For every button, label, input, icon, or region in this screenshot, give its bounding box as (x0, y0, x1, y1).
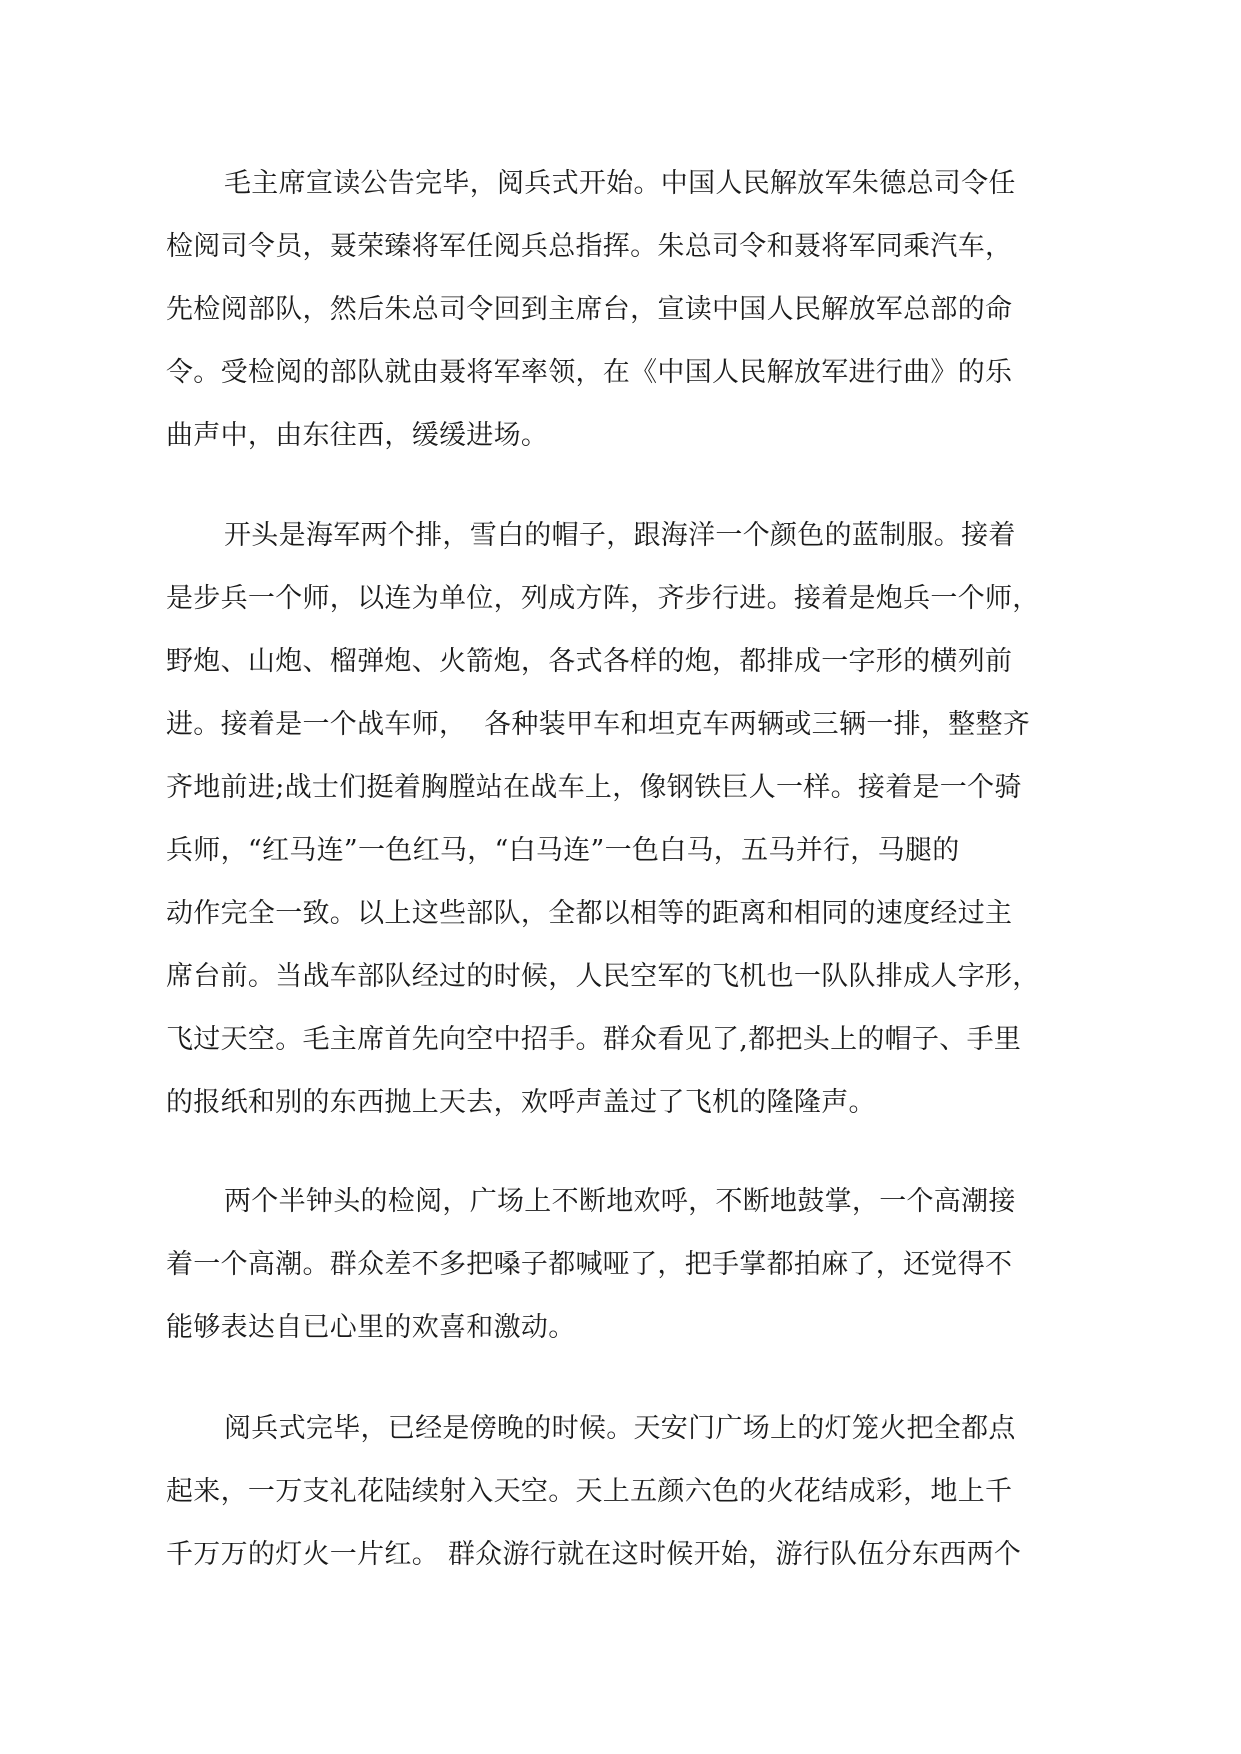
text-line: 进。接着是一个战车师， 各种装甲车和坦克车两辆或三辆一排，整整齐 (166, 709, 1031, 740)
text-line: 着一个高潮。群众差不多把嗓子都喊哑了，把手掌都拍麻了，还觉得不 (166, 1249, 1013, 1280)
text-line: 阅兵式完毕，已经是傍晚的时候。天安门广场上的灯笼火把全都点 (224, 1413, 1016, 1444)
text-line: 兵师，“红马连”一色红马，“白马连”一色白马，五马并行，马腿的 (166, 835, 960, 866)
text-line: 野炮、山炮、榴弹炮、火箭炮，各式各样的炮，都排成一字形的横列前 (166, 646, 1013, 677)
text-line: 令。受检阅的部队就由聂将军率领，在《中国人民解放军进行曲》的乐 (166, 357, 1013, 388)
text-line: 席台前。当战车部队经过的时候，人民空军的飞机也一队队排成人字形， (166, 961, 1040, 992)
paragraph-cheering (166, 1170, 1016, 1359)
paragraph-fireworks (166, 1397, 1021, 1586)
text-line: 开头是海军两个排，雪白的帽子，跟海洋一个颜色的蓝制服。接着 (224, 520, 1016, 551)
paragraph-parade-start (166, 152, 1016, 467)
text-line: 两个半钟头的检阅，广场上不断地欢呼，不断地鼓掌，一个高潮接 (224, 1186, 1016, 1217)
text-line: 齐地前进;战士们挺着胸膛站在战车上，像钢铁巨人一样。接着是一个骑 (166, 772, 1022, 803)
text-line: 的报纸和别的东西抛上天去，欢呼声盖过了飞机的隆隆声。 (166, 1087, 876, 1118)
text-line: 千万万的灯火一片红。 群众游行就在这时候开始，游行队伍分东西两个 (166, 1539, 1022, 1570)
text-line: 曲声中，由东往西，缓缓进场。 (166, 420, 549, 451)
paragraph-troops (166, 504, 1040, 1134)
text-line: 是步兵一个师，以连为单位，列成方阵，齐步行进。接着是炮兵一个师， (166, 583, 1040, 614)
text-line: 先检阅部队，然后朱总司令回到主席台，宣读中国人民解放军总部的命 (166, 294, 1013, 325)
text-line: 起来，一万支礼花陆续射入天空。天上五颜六色的火花结成彩，地上千 (166, 1476, 1013, 1507)
text-line: 能够表达自已心里的欢喜和激动。 (166, 1312, 576, 1343)
text-line: 毛主席宣读公告完毕，阅兵式开始。中国人民解放军朱德总司令任 (224, 168, 1016, 199)
text-line: 飞过天空。毛主席首先向空中招手。群众看见了,都把头上的帽子、手里 (166, 1024, 1022, 1055)
text-line: 动作完全一致。以上这些部队，全都以相等的距离和相同的速度经过主 (166, 898, 1013, 929)
text-line: 检阅司令员，聂荣臻将军任阅兵总指挥。朱总司令和聂将军同乘汽车， (166, 231, 1013, 262)
